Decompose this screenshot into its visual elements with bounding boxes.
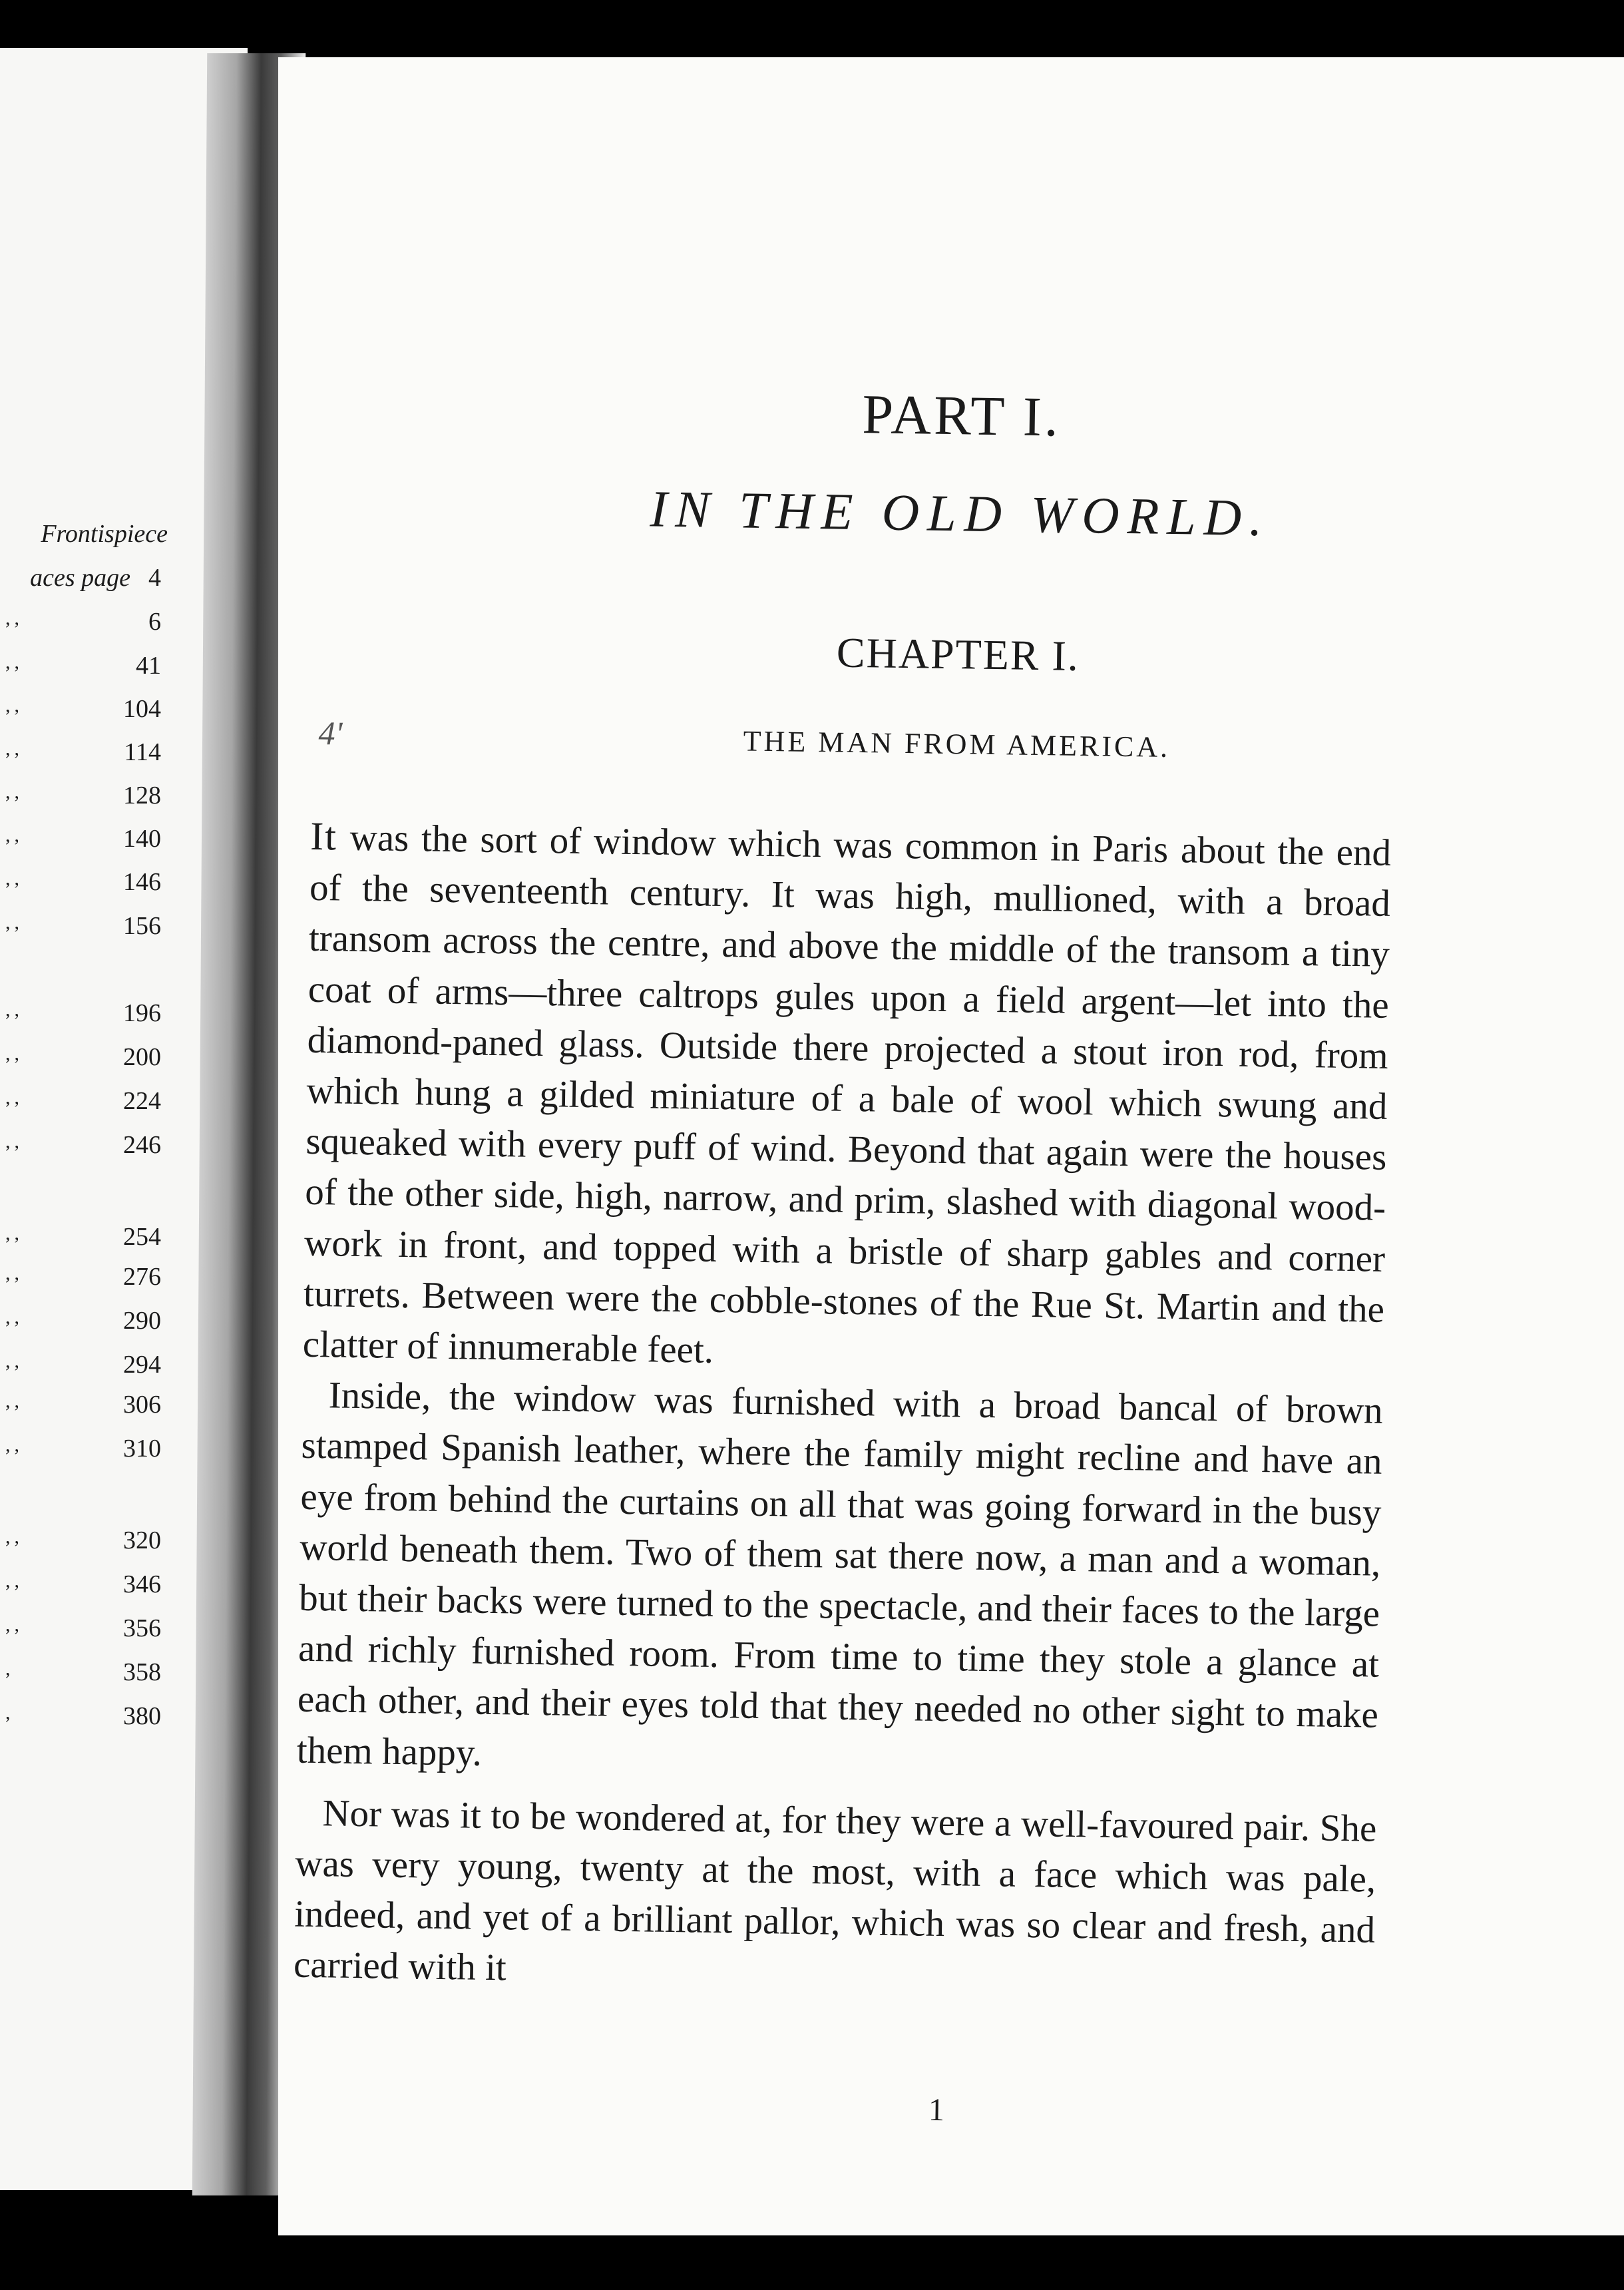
illustration-page-number: 41	[136, 652, 161, 680]
part-subtitle: IN THE OLD WORLD.	[649, 479, 1271, 547]
ditto-mark: ,,	[5, 824, 23, 846]
illustration-list-label: Frontispiece	[41, 520, 168, 548]
illustration-list-row	[0, 1306, 168, 1339]
illustration-page-number: 320	[123, 1526, 161, 1554]
illustration-list-row	[0, 1222, 168, 1256]
ditto-mark: ,,	[5, 1614, 23, 1636]
illustration-list-row	[0, 999, 168, 1032]
illustration-list-row	[0, 519, 168, 553]
ditto-mark: ,,	[5, 1086, 23, 1108]
illustration-page-number: 310	[123, 1435, 161, 1463]
illustration-list-row	[0, 1570, 168, 1603]
ditto-mark: ,,	[5, 1042, 23, 1064]
ditto-mark: ,,	[5, 1222, 23, 1244]
illustration-list-row	[0, 824, 168, 857]
ditto-mark: ,,	[5, 1434, 23, 1456]
illustration-page-number: 104	[123, 695, 161, 723]
ditto-mark: ,,	[5, 607, 23, 629]
chapter-title: CHAPTER I.	[836, 628, 1080, 680]
illustration-list-row	[0, 738, 168, 771]
page-number: 1	[928, 2092, 945, 2128]
illustration-page-number: 246	[123, 1131, 161, 1159]
paragraph-1	[302, 811, 1391, 1386]
paragraph-1-opening-word: It	[309, 813, 338, 859]
illustration-page-number: 200	[123, 1043, 161, 1071]
illustration-page-number: 4	[148, 564, 161, 592]
illustration-page-number: 254	[123, 1223, 161, 1251]
illustration-page-number: 306	[123, 1391, 161, 1419]
ditto-mark: ,,	[5, 1526, 23, 1548]
paragraph-2: Inside, the window was furnished with a broad bancal of brown stamped Spanish leather, where the family might recline and have an eye from behind the curtains on all that was going forward in the busy world beneath them. Two of them sat there now, a man and a woman, but their backs were turned to the spectacle, and their faces to the large and richly furnished room. From time to time they stole a glance at each other, and their eyes told that they needed no other sight to make them happy.	[296, 1374, 1384, 1774]
illustration-page-number: 224	[123, 1087, 161, 1115]
ditto-mark: ,,	[5, 911, 23, 933]
illustration-list-row	[0, 1130, 168, 1164]
illustration-list-row	[0, 694, 168, 728]
ditto-mark: ,,	[5, 1130, 23, 1152]
illustration-list-row	[0, 1262, 168, 1295]
ditto-mark: ,,	[5, 999, 23, 1021]
ditto-mark: ,	[5, 1702, 15, 1723]
ditto-mark: ,,	[5, 781, 23, 803]
illustration-list-row	[0, 867, 168, 901]
illustration-list-row	[0, 651, 168, 684]
illustration-list-row	[0, 1658, 168, 1691]
illustration-list-label: aces page	[30, 564, 130, 592]
illustration-page-number: 114	[124, 738, 161, 766]
part-title: PART I.	[861, 383, 1062, 449]
ditto-mark: ,,	[5, 651, 23, 673]
illustration-page-number: 196	[123, 999, 161, 1027]
illustration-list-row	[0, 1086, 168, 1120]
handwritten-margin-note: 4'	[318, 714, 343, 752]
paragraph-3: Nor was it to be wondered at, for they were a well-favoured pair. She was very young, twenty at the most, with a face which was pale, indeed, and yet of a brilliant pallor, which was so clear and fresh, and carried with it	[293, 1792, 1377, 1989]
illustration-page-number: 140	[123, 825, 161, 853]
ditto-mark: ,,	[5, 1390, 23, 1412]
illustration-page-number: 346	[123, 1570, 161, 1598]
illustration-page-number: 146	[123, 868, 161, 896]
illustration-list-row	[0, 1042, 168, 1076]
current-page	[278, 57, 1624, 2235]
chapter-body	[294, 811, 1392, 2007]
illustration-list-row	[0, 1526, 168, 1559]
chapter-name: THE MAN FROM AMERICA.	[743, 724, 1171, 764]
illustration-page-number: 356	[123, 1614, 161, 1642]
page-text-block	[262, 47, 1624, 2245]
illustration-page-number: 156	[123, 912, 161, 940]
paragraph-1-text: was the sort of window which was common in Paris about the end of the seventeenth century. It was high, mullioned, with a broad transom across the centre, and above the middle of the transom a tiny coat of arms—three caltrops gules upon a field argent—let into the diamond-paned glass. Outside there projected a stout iron rod, from which hung a gilded miniature of a bale of wool which swung and squeaked with every puff of wind. Beyond that again were the houses of the other side, high, narrow, and prim, slashed with diagonal wood-work in front, and topped with a bristle of sharp gables and corner turrets. Between were the cobble-stones of the Rue St. Martin and the clatter of innumerable feet.	[302, 816, 1392, 1371]
illustration-list-row	[0, 1702, 168, 1735]
ditto-mark: ,,	[5, 1570, 23, 1592]
illustration-list-row	[0, 563, 168, 596]
ditto-mark: ,,	[5, 1350, 23, 1372]
illustration-page-number: 358	[123, 1658, 161, 1686]
illustration-page-number: 276	[123, 1263, 161, 1291]
illustration-list-row	[0, 1434, 168, 1467]
illustration-list-row	[0, 1350, 168, 1383]
illustration-list-row	[0, 1390, 168, 1423]
illustration-list-row	[0, 1614, 168, 1647]
ditto-mark: ,,	[5, 694, 23, 716]
ditto-mark: ,	[5, 1658, 15, 1680]
ditto-mark: ,,	[5, 1306, 23, 1328]
illustration-list-row	[0, 607, 168, 640]
illustration-page-number: 128	[123, 782, 161, 809]
ditto-mark: ,,	[5, 1262, 23, 1284]
ditto-mark: ,,	[5, 867, 23, 889]
illustration-page-number: 290	[123, 1307, 161, 1335]
illustration-list-row	[0, 911, 168, 945]
illustration-page-number: 294	[123, 1351, 161, 1379]
illustration-page-number: 6	[148, 608, 161, 636]
illustration-page-number: 380	[123, 1702, 161, 1730]
ditto-mark: ,,	[5, 738, 23, 760]
illustration-list-row	[0, 781, 168, 814]
